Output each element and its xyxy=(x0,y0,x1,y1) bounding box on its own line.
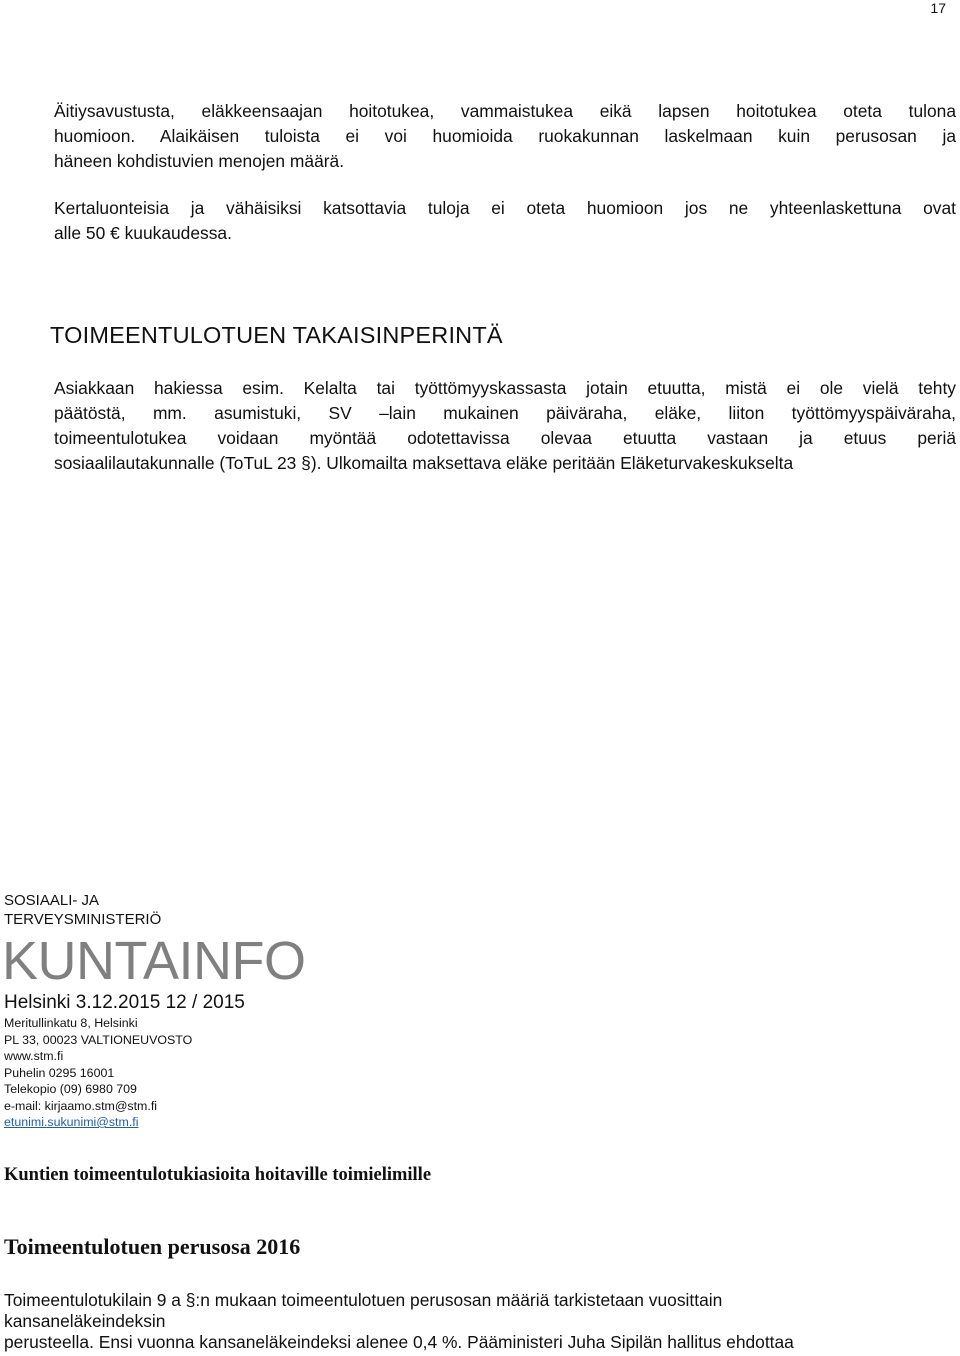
paragraph-line: Kertaluonteisia ja vähäisiksi katsottavia tuloja ei oteta huomioon jos ne yhteenlaskettuna ovat xyxy=(54,198,956,218)
ministry-line: SOSIAALI- JA xyxy=(4,892,100,909)
page-number: 17 xyxy=(930,0,946,16)
paragraph-income-exclusions xyxy=(54,99,956,174)
paragraph-basic-amount xyxy=(4,1290,794,1353)
paragraph-line: kansaneläkeindeksin xyxy=(4,1311,166,1331)
email-link[interactable]: etunimi.sukunimi@stm.fi xyxy=(4,1115,139,1129)
paragraph-line: perusteella. Ensi vuonna kansaneläkeindeksi alenee 0,4 %. Pääministeri Juha Sipilän hallitus ehdottaa xyxy=(4,1332,794,1352)
ministry-name xyxy=(4,891,161,929)
paragraph-line: toimeentulotukea voidaan myöntää odotettavissa olevaa etuutta vastaan ja etuus periä xyxy=(54,428,956,448)
address-line: Puhelin 0295 16001 xyxy=(4,1065,115,1080)
address-line: e-mail: kirjaamo.stm@stm.fi xyxy=(4,1098,158,1113)
paragraph-line: alle 50 € kuukaudessa. xyxy=(54,223,232,243)
section-heading: TOIMEENTULOTUEN TAKAISINPERINTÄ xyxy=(50,322,503,348)
paragraph-line: Toimeentulotukilain 9 a §:n mukaan toimeentulotuen perusosan määriä tarkistetaan vuosittain xyxy=(4,1290,723,1310)
paragraph-line: sosiaalilautakunnalle (ToTuL 23 §). Ulkomailta maksettava eläke peritään Eläketurvakeskukselta xyxy=(54,453,794,473)
address-line: Meritullinkatu 8, Helsinki xyxy=(4,1016,138,1030)
paragraph-line: häneen kohdistuvien menojen määrä. xyxy=(54,151,345,171)
paragraph-line: Asiakkaan hakiessa esim. Kelalta tai työttömyyskassasta jotain etuutta, mistä ei ole vielä tehty xyxy=(54,378,956,398)
audience-line: Kuntien toimeentulotukiasioita hoitaville toimielimille xyxy=(4,1165,432,1185)
paragraph-recovery xyxy=(54,376,956,476)
address-line: www.stm.fi xyxy=(4,1049,64,1063)
ministry-line: TERVEYSMINISTERIÖ xyxy=(4,911,162,928)
address-line: Telekopio (09) 6980 709 xyxy=(4,1082,137,1096)
publication-title: KUNTAINFO xyxy=(2,931,306,991)
paragraph-line: päätöstä, mm. asumistuki, SV –lain mukainen päiväraha, eläke, liiton työttömyyspäiväraha, xyxy=(54,403,956,423)
dateline: Helsinki 3.12.2015 12 / 2015 xyxy=(4,992,245,1013)
document-title: Toimeentulotuen perusosa 2016 xyxy=(4,1234,301,1259)
paragraph-line: Äitiysavustusta, eläkkeensaajan hoitotukea, vammaistukea eikä lapsen hoitotukea oteta tulona xyxy=(54,101,956,121)
contact-block xyxy=(4,1015,192,1131)
address-line: PL 33, 00023 VALTIONEUVOSTO xyxy=(4,1032,193,1047)
paragraph-minor-income xyxy=(54,196,956,246)
paragraph-line: huomioon. Alaikäisen tuloista ei voi huomioida ruokakunnan laskelmaan kuin perusosan ja xyxy=(54,126,956,146)
